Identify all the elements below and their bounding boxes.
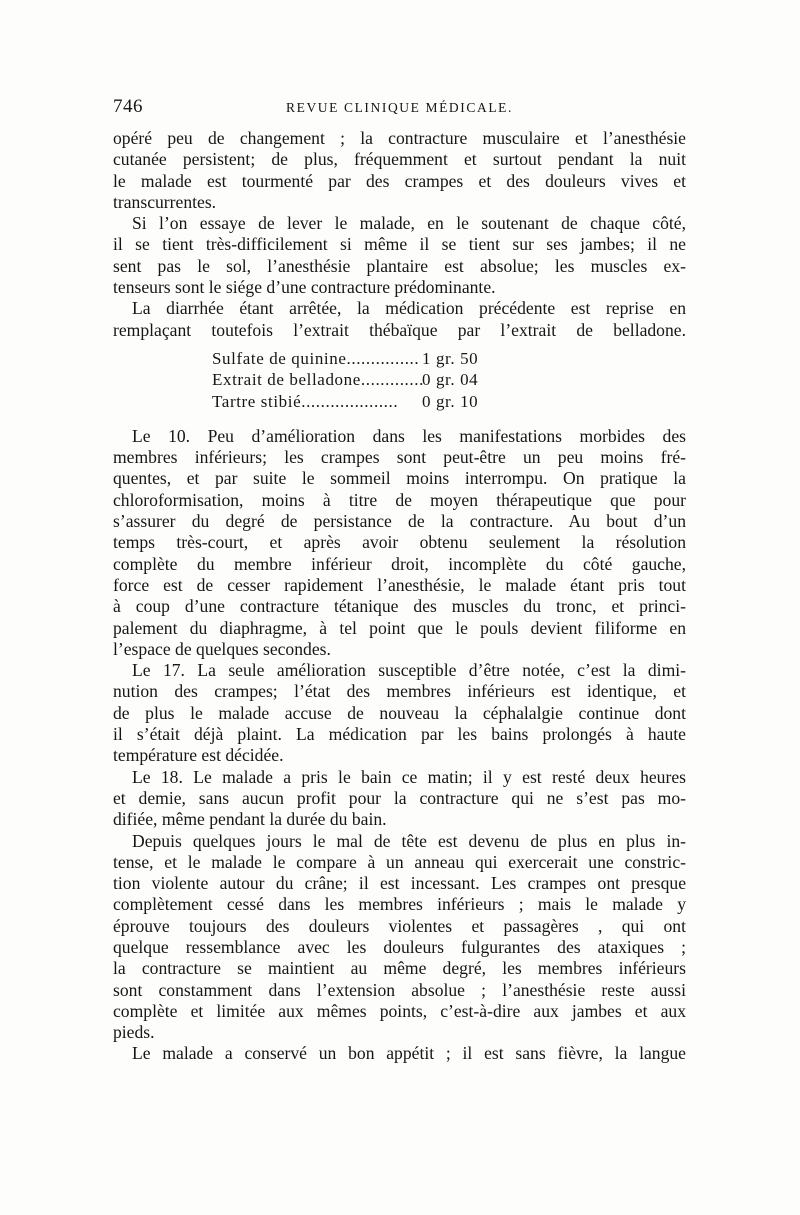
text-line: de plus le malade accuse de nouveau la céphalalgie continue dont	[113, 702, 686, 723]
prescription-item-name: Extrait de belladone.............	[212, 370, 424, 390]
text-line: complète du membre inférieur droit, incomplète du côté gauche,	[113, 553, 686, 574]
text-line: tenseurs sont le siége d’une contracture prédominante.	[113, 277, 496, 298]
prescription-item	[212, 348, 490, 369]
text-line: force est de cesser rapidement l’anesthésie, le malade étant pris tout	[113, 574, 686, 595]
text-line: la contracture se maintient au même degré, les membres inférieurs	[113, 958, 686, 979]
paragraph	[113, 767, 686, 831]
text-line: l’espace de quelques secondes.	[113, 638, 331, 659]
text-line: complète et limitée aux mêmes points, c’est-à-dire aux jambes et aux	[113, 1000, 686, 1021]
paragraph	[113, 1043, 686, 1064]
text-line: Si l’on essaye de lever le malade, en le soutenant de chaque côté,	[132, 213, 686, 234]
text-line: palement du diaphragme, à tel point que le pouls devient filiforme en	[113, 617, 686, 638]
text-line: température est décidée.	[113, 745, 284, 766]
prescription-item	[212, 369, 490, 390]
text-line: opéré peu de changement ; la contracture musculaire et l’anesthésie	[113, 128, 686, 148]
text-line: transcurrentes.	[113, 191, 217, 212]
text-line: s’assurer du degré de persistance de la contracture. Au bout d’un	[113, 511, 686, 532]
text-line: éprouve toujours des douleurs violentes et passagères , qui ont	[113, 915, 686, 936]
paragraph	[113, 298, 686, 341]
text-line: Le malade a conservé un bon appétit ; il est sans fièvre, la langue	[132, 1043, 686, 1064]
text-line: quentes, et par suite le sommeil moins interrompu. On pratique la	[113, 468, 686, 489]
paragraph	[113, 831, 686, 1044]
prescription-list	[212, 348, 490, 412]
text-line: complètement cessé dans les membres inférieurs ; mais le malade y	[113, 894, 686, 915]
text-line: pieds.	[113, 1022, 155, 1043]
text-line: tense, et le malade le compare à un anneau qui exercerait une constric-	[113, 851, 686, 872]
text-line: Le 17. La seule amélioration susceptible d’être notée, c’est la dimi-	[132, 660, 686, 681]
text-line: difiée, même pendant la durée du bain.	[113, 809, 387, 830]
prescription-item-dose: 1 gr. 50	[422, 348, 479, 368]
text-line: Le 18. Le malade a pris le bain ce matin; il y est resté deux heures	[132, 766, 686, 787]
paragraph	[113, 128, 686, 213]
text-line: remplaçant toutefois l’extrait thébaïque par l’extrait de belladone.	[113, 319, 686, 340]
text-line: tion violente autour du crâne; il est incessant. Les crampes ont presque	[113, 873, 686, 894]
text-line: le malade est tourmenté par des crampes et des douleurs vives et	[113, 170, 686, 191]
paragraph	[113, 660, 686, 766]
page-number: 746	[113, 96, 143, 117]
text-line: cutanée persistent; de plus, fréquemment et surtout pendant la nuit	[113, 149, 686, 170]
text-line: à coup d’une contracture tétanique des muscles du tronc, et princi-	[113, 596, 686, 617]
text-line: Le 10. Peu d’amélioration dans les manifestations morbides des	[132, 425, 686, 446]
text-line: chloroformisation, moins à titre de moyen thérapeutique que pour	[113, 489, 686, 510]
running-title: REVUE CLINIQUE MÉDICALE.	[286, 100, 513, 115]
paragraph	[113, 213, 686, 298]
text-line: quelque ressemblance avec les douleurs fulgurantes des ataxiques ;	[113, 936, 686, 957]
prescription-item-dose: 0 gr. 04	[422, 370, 479, 390]
paragraph	[113, 426, 686, 660]
text-line: sont constamment dans l’extension absolue ; l’anesthésie reste aussi	[113, 979, 686, 1000]
prescription-item-dose: 0 gr. 10	[422, 391, 479, 411]
text-line: et demie, sans aucun profit pour la contracture qui ne s’est pas mo-	[113, 787, 686, 808]
text-line: nution des crampes; l’état des membres inférieurs est identique, et	[113, 681, 686, 702]
prescription-item-name: Sulfate de quinine...............	[212, 348, 420, 368]
page-header	[113, 96, 686, 122]
text-line: sent pas le sol, l’anesthésie plantaire est absolue; les muscles ex-	[113, 255, 686, 276]
prescription-item-name: Tartre stibié....................	[212, 391, 399, 411]
text-line: temps très-court, et après avoir obtenu seulement la résolution	[113, 532, 686, 553]
prescription-item	[212, 391, 490, 412]
text-line: La diarrhée étant arrêtée, la médication précédente est reprise en	[132, 298, 686, 319]
text-line: Depuis quelques jours le mal de tête est devenu de plus en plus in-	[132, 830, 686, 851]
text-line: il se tient très-difficilement si même il se tient sur ses jambes; il ne	[113, 234, 686, 255]
text-line: il s’était déjà plaint. La médication par les bains prolongés à haute	[113, 724, 686, 745]
body-text	[113, 128, 686, 1065]
text-line: membres inférieurs; les crampes sont peut-être un peu moins fré-	[113, 447, 686, 468]
